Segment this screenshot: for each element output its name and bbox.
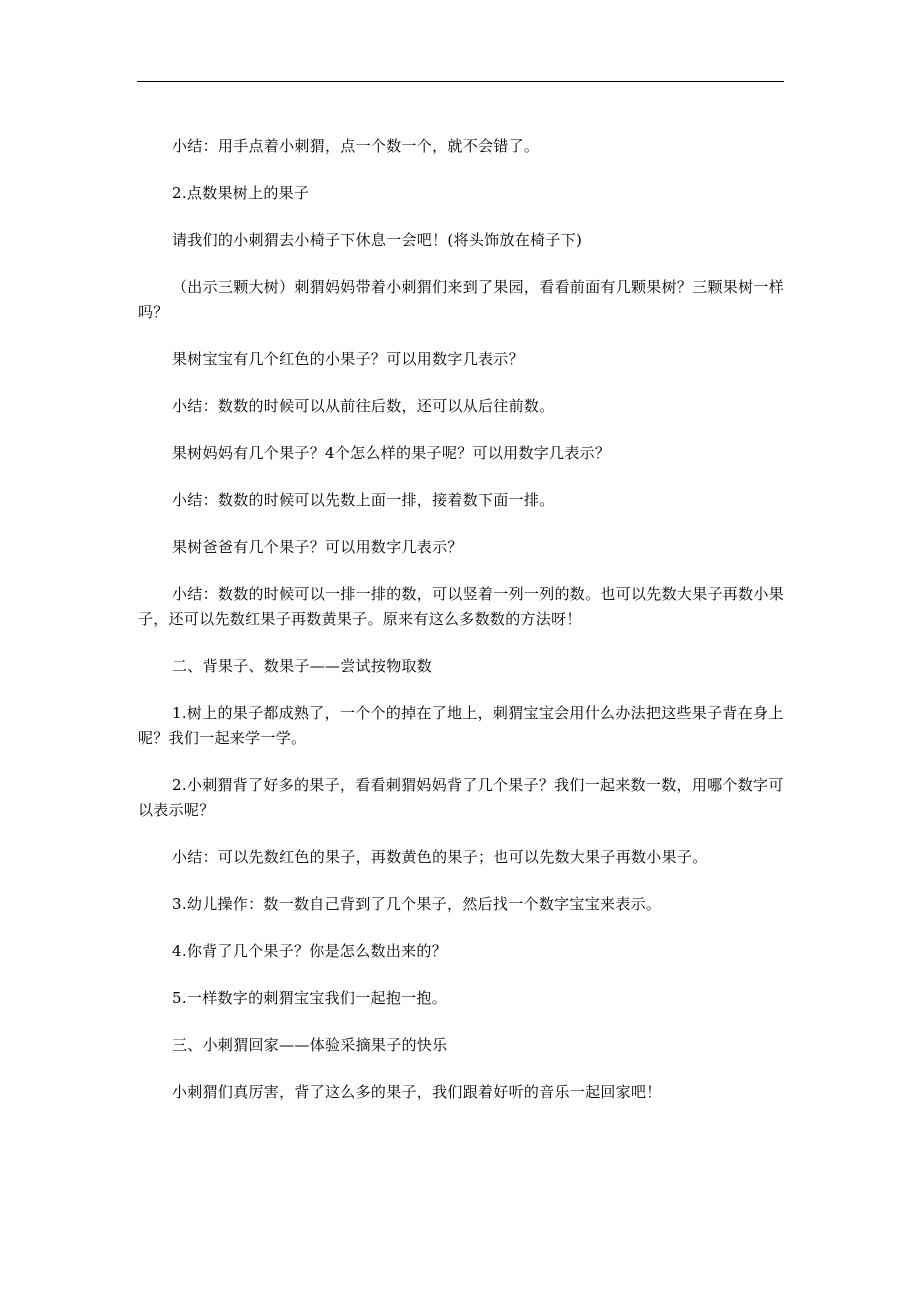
paragraph-item-2: 2.点数果树上的果子 <box>172 184 310 202</box>
paragraph-baby-tree: 果树宝宝有几个红色的小果子？可以用数字几表示？ <box>172 350 524 368</box>
paragraph-step-3: 3.幼儿操作：数一数自己背到了几个果子，然后找一个数字宝宝来表示。 <box>172 895 662 913</box>
paragraph-rest: 请我们的小刺猬去小椅子下休息一会吧！(将头饰放在椅子下) <box>172 231 583 249</box>
paragraph-step-5: 5.一样数字的刺猬宝宝我们一起抱一抱。 <box>172 989 448 1007</box>
paragraph-show-trees: （出示三颗大树）刺猬妈妈带着小刺猬们来到了果园，看看前面有几颗果树？三颗果树一样吗？ <box>138 278 785 321</box>
paragraph-father-tree: 果树爸爸有几个果子？可以用数字几表示？ <box>172 538 463 556</box>
paragraph-step-4: 4.你背了几个果子？你是怎么数出来的？ <box>172 942 448 960</box>
header-rule <box>137 81 784 82</box>
document-body <box>138 134 785 1105</box>
paragraph-go-home: 小刺猬们真厉害，背了这么多的果子，我们跟着好听的音乐一起回家吧！ <box>172 1083 662 1101</box>
paragraph-step-1: 1.树上的果子都成熟了，一个个的掉在了地上，刺猬宝宝会用什么办法把这些果子背在身上呢？我们一起来学一学。 <box>138 704 784 747</box>
paragraph-mother-tree: 果树妈妈有几个果子？4个怎么样的果子呢？可以用数字几表示？ <box>172 444 611 462</box>
paragraph-summary-1: 小结：用手点着小刺猬，点一个数一个，就不会错了。 <box>172 137 540 155</box>
paragraph-summary-3: 小结：数数的时候可以先数上面一排，接着数下面一排。 <box>172 491 555 509</box>
paragraph-summary-5: 小结：可以先数红色的果子，再数黄色的果子；也可以先数大果子再数小果子。 <box>172 848 708 866</box>
paragraph-summary-2: 小结：数数的时候可以从前往后数，还可以从后往前数。 <box>172 397 555 415</box>
section-heading-3: 三、小刺猬回家——体验采摘果子的快乐 <box>172 1036 448 1054</box>
section-heading-2: 二、背果子、数果子——尝试按物取数 <box>172 657 433 675</box>
paragraph-step-2: 2.小刺猬背了好多的果子，看看刺猬妈妈背了几个果子？我们一起来数一数，用哪个数字可以表示呢？ <box>138 776 784 819</box>
paragraph-summary-4: 小结：数数的时候可以一排一排的数，可以竖着一列一列的数。也可以先数大果子再数小果子，还可以先数红果子再数黄果子。原来有这么多数数的方法呀！ <box>138 585 785 628</box>
